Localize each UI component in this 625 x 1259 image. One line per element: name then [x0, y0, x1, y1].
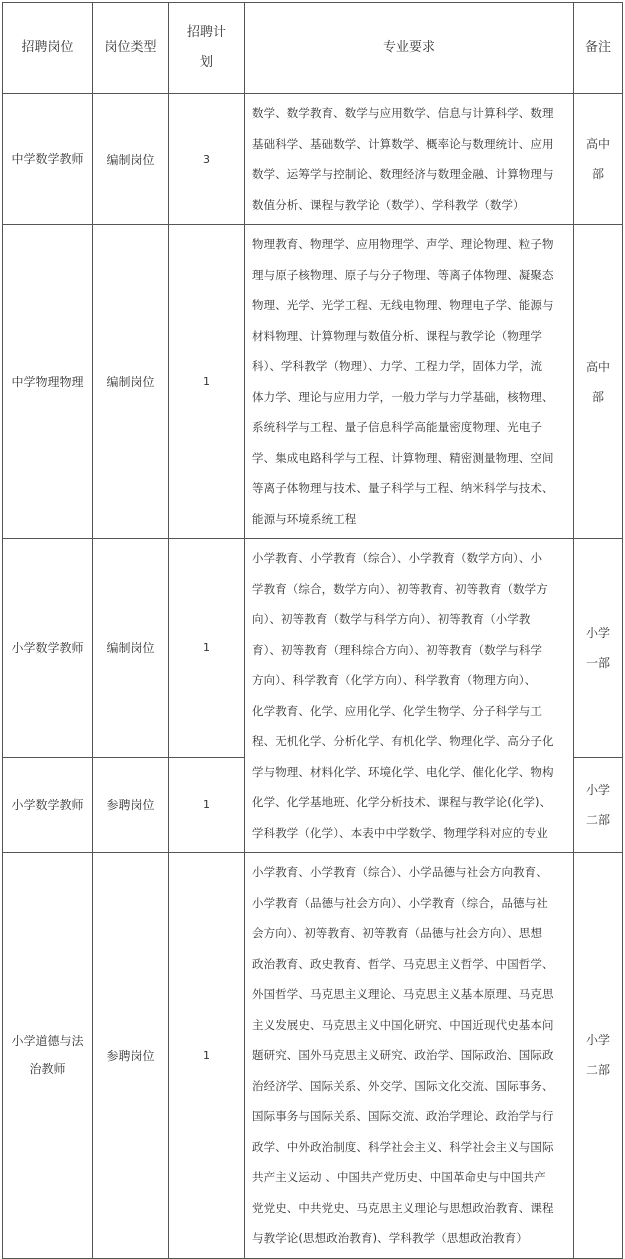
requirement-line: 材料物理、计算物理与数值分析、课程与教学论（物理学	[252, 328, 542, 343]
cell-type: 参聘岗位	[93, 757, 169, 852]
cell-note	[574, 539, 623, 758]
requirement-line: 政治教育、政史教育、哲学、马克思主义哲学、中国哲学、	[252, 956, 554, 971]
requirement-line: 国际事务与国际关系、国际交流、政治学理论、政治学与行	[252, 1109, 554, 1123]
requirement-line: 题研究、国外马克思主义研究、政治学、国际政治、国际政	[252, 1048, 554, 1062]
requirement-line: 党党史、中共党史、马克思主义理论与思想政治教育、课程	[252, 1200, 554, 1215]
note-line2: 一部	[585, 655, 610, 670]
note-line2: 二部	[585, 1063, 610, 1078]
cell-note	[574, 225, 623, 539]
requirement-line: 与教学论(思想政治教育)、学科教学（思想政治教育）	[252, 1231, 528, 1245]
requirement-line: 小学教育、小学教育（综合）、小学教育（数学方向）、小	[252, 551, 543, 565]
cell-requirement	[245, 853, 574, 1259]
header-note: 备注	[574, 3, 623, 94]
recruitment-table	[2, 2, 623, 1259]
cell-type: 编制岗位	[93, 94, 169, 225]
cell-plan: 1	[169, 757, 245, 852]
requirement-line: 物理教育、物理学、应用物理学、声学、理论物理、粒子物	[252, 237, 554, 251]
cell-note	[574, 94, 623, 225]
requirement-line: 体力学、理论与应用力学，一般力学与力学基础，核物理、	[252, 389, 554, 404]
requirement-line: 会方向）、初等教育、初等教育（品德与社会方向）、思想	[252, 926, 543, 940]
header-plan-line2: 划	[199, 55, 213, 70]
cell-post: 中学物理物理	[3, 225, 93, 539]
requirement-line: 小学教育（品德与社会方向）、小学教育（综合，品德与社	[252, 895, 548, 910]
requirement-line: 共产主义运动 、中国共产党历史、中国革命史与中国共产	[252, 1170, 546, 1184]
requirement-line: 学、集成电路科学与工程、计算物理、精密测量物理、空间	[252, 450, 554, 465]
cell-plan: 3	[169, 94, 245, 225]
header-type: 岗位类型	[93, 3, 169, 94]
cell-post: 小学数学教师	[3, 539, 93, 758]
header-requirement: 专业要求	[245, 3, 574, 94]
cell-post: 小学数学教师	[3, 757, 93, 852]
requirement-line: 化学、化学基地班、化学分析技术、课程与教学论(化学)、	[252, 795, 552, 809]
cell-type: 参聘岗位	[93, 853, 169, 1259]
requirement-line: 向）、初等教育（数学与科学方向）、初等教育（小学教	[252, 612, 531, 626]
note-line1: 小学	[585, 1033, 610, 1048]
table-row	[3, 225, 623, 539]
note-line1: 小学	[585, 782, 610, 797]
requirement-line: 数值分析、课程与教学论（数学）、学科教学（数学）	[252, 197, 525, 212]
requirement-line: 方向）、科学教育（化学方向）、科学教育（物理方向）、	[252, 673, 537, 687]
requirement-line: 小学教育、小学教育（综合）、小学品德与社会方向教育、	[252, 865, 548, 879]
cell-type: 编制岗位	[93, 225, 169, 539]
requirement-line: 政学、中外政治制度、科学社会主义、科学社会主义与国际	[252, 1139, 554, 1154]
cell-type: 编制岗位	[93, 539, 169, 758]
requirement-line: 科）、学科教学（物理）、力学、工程力学，固体力学，流	[252, 359, 543, 373]
note-line2: 二部	[585, 812, 610, 827]
requirement-line: 等离子体物理与技术、量子科学与工程、纳米科学与技术、	[252, 481, 554, 495]
cell-plan: 1	[169, 539, 245, 758]
post-line1: 小学道德与法	[11, 1034, 84, 1049]
note-line1: 小学	[585, 625, 610, 640]
requirement-line: 基础科学、基础数学、计算数学、概率论与数理统计、应用	[252, 136, 554, 151]
cell-requirement	[245, 94, 574, 225]
note-line2: 部	[591, 389, 604, 404]
cell-plan: 1	[169, 853, 245, 1259]
header-post: 招聘岗位	[3, 3, 93, 94]
table-row	[3, 853, 623, 1259]
header-row	[3, 3, 623, 94]
table-row	[3, 539, 623, 758]
requirement-line: 物理、光学、光学工程、无线电物理、物理电子学、能源与	[252, 298, 554, 312]
post-line2: 治教师	[29, 1062, 66, 1077]
requirement-line: 学教育（综合，数学方向）、初等教育、初等教育（数学方	[252, 581, 548, 596]
requirement-line: 治经济学、国际关系、外交学、国际文化交流、国际事务、	[252, 1078, 554, 1093]
note-line1: 高中	[585, 137, 610, 151]
header-plan	[169, 3, 245, 94]
table-row	[3, 94, 623, 225]
note-line1: 高中	[585, 359, 610, 374]
cell-plan: 1	[169, 225, 245, 539]
requirement-line: 数学、数学教育、数学与应用数学、信息与计算科学、数理	[252, 106, 554, 120]
requirement-line: 育）、初等教育（理科综合方向）、初等教育（数学与科学	[252, 642, 543, 657]
cell-requirement	[245, 225, 574, 539]
requirement-line: 主义发展史、马克思主义中国化研究、中国近现代史基本问	[252, 1017, 554, 1032]
cell-post	[3, 853, 93, 1259]
requirement-line: 理与原子核物理、原子与分子物理、等离子体物理、凝聚态	[252, 267, 554, 282]
cell-post: 中学数学教师	[3, 94, 93, 225]
requirement-line: 系统科学与工程、量子信息科学高能量密度物理、光电子	[252, 420, 542, 434]
cell-requirement-shared	[245, 539, 574, 853]
cell-note	[574, 853, 623, 1259]
requirement-line: 化学教育、化学、应用化学、化学生物学、分子科学与工	[252, 703, 542, 718]
header-plan-line1: 招聘计	[186, 25, 226, 40]
requirement-line: 程、无机化学、分析化学、有机化学、物理化学、高分子化	[252, 734, 554, 748]
requirement-line: 学与物理、材料化学、环境化学、电化学、催化化学、物构	[252, 764, 554, 779]
requirement-line: 学科教学（化学）、本表中中学数学、物理学科对应的专业	[252, 825, 548, 840]
cell-note	[574, 757, 623, 852]
requirement-line: 外国哲学、马克思主义理论、马克思主义基本原理、马克思	[252, 987, 554, 1001]
note-line2: 部	[591, 167, 604, 181]
requirement-line: 数学、运筹学与控制论、数理经济与数理金融、计算物理与	[252, 167, 554, 181]
requirement-line: 能源与环境系统工程	[252, 511, 357, 526]
